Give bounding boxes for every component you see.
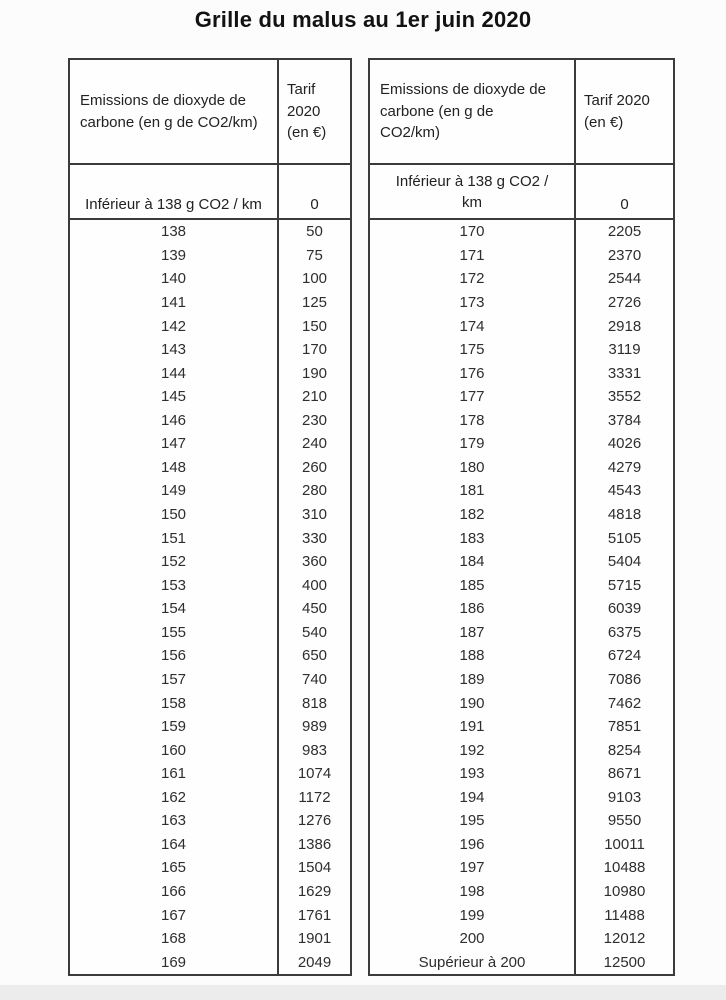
table-row [370,833,673,857]
table-header-row [370,60,673,165]
tarif-value: 50 [306,223,323,241]
tarif-value: 310 [301,506,328,524]
emission-value: 160 [70,738,279,762]
emission-value: 141 [70,291,279,315]
tarif-value: 2370 [607,246,642,264]
table-body [70,220,350,974]
tarif-value: 190 [301,364,328,382]
tarif-value: 5715 [607,576,642,594]
table-row [370,220,673,244]
tarif-value: 4818 [607,506,642,524]
tarif-value: 125 [301,293,328,311]
page-title: Grille du malus au 1er juin 2020 [194,7,532,32]
threshold-value: 0 [310,196,319,213]
emission-value: 149 [70,479,279,503]
table-row [370,644,673,668]
table-row [70,314,350,338]
emission-value: 170 [370,220,576,244]
table-row [70,691,350,715]
emission-value: 172 [370,267,576,291]
tarif-value: 1901 [297,930,332,948]
tarif-value: 3119 [608,341,641,359]
table-row [370,668,673,692]
tarif-value: 3331 [607,364,642,382]
table-row [370,550,673,574]
tarif-value: 10488 [603,859,646,877]
emission-value: 156 [70,644,279,668]
tarif-column-header: Tarif 2020 (en €) [584,91,650,131]
table-row [70,385,350,409]
table-row [70,244,350,268]
emission-value: 159 [70,715,279,739]
tarif-value: 330 [301,529,328,547]
table-row [70,644,350,668]
emission-value: 155 [70,621,279,645]
tarif-value: 360 [301,553,328,571]
threshold-label: Inférieur à 138 g CO2 / km [70,165,279,218]
emission-value: Supérieur à 200 [370,950,576,974]
tarif-value: 1629 [297,883,332,901]
tarif-value: 5404 [607,553,642,571]
emission-value: 193 [370,762,576,786]
tarif-value: 260 [301,458,328,476]
table-row [70,668,350,692]
emission-value: 163 [70,809,279,833]
emission-value: 173 [370,291,576,315]
table-row [370,291,673,315]
threshold-row [70,165,350,220]
emission-value: 152 [70,550,279,574]
emission-value: 153 [70,573,279,597]
emission-value: 138 [70,220,279,244]
table-row [370,503,673,527]
emission-value: 147 [70,432,279,456]
table-row [370,691,673,715]
table-row [370,338,673,362]
tarif-value: 1276 [297,812,332,830]
emission-value: 190 [370,691,576,715]
emission-value: 143 [70,338,279,362]
emission-value: 179 [370,432,576,456]
tarif-value: 1172 [298,788,331,806]
table-body [370,220,673,974]
table-row [370,621,673,645]
table-row [370,432,673,456]
table-row [70,880,350,904]
emission-value: 165 [70,856,279,880]
tarif-value: 989 [301,718,328,736]
tarif-value: 400 [301,576,328,594]
table-row [70,573,350,597]
emission-value: 186 [370,597,576,621]
table-row [70,550,350,574]
table-row [370,927,673,951]
table-row [370,597,673,621]
tarif-value: 1761 [297,906,332,924]
tarif-value: 10011 [604,835,645,853]
table-row [70,715,350,739]
table-row [70,927,350,951]
emission-value: 183 [370,526,576,550]
table-row [370,903,673,927]
table-row [370,809,673,833]
emission-value: 196 [370,833,576,857]
emission-value: 178 [370,409,576,433]
tarif-column-header: Tarif 2020 (en €) [287,80,327,142]
emission-value: 191 [370,715,576,739]
tarif-value: 818 [301,694,328,712]
emissions-column-header: Emissions de dioxyde de carbone (en g de CO2/km) [70,60,279,163]
table-row [370,715,673,739]
table-row [70,809,350,833]
emission-value: 154 [70,597,279,621]
tarif-value: 170 [301,341,328,359]
emission-value: 194 [370,786,576,810]
table-row [370,856,673,880]
tarif-value: 3552 [607,388,642,406]
threshold-value: 0 [620,196,629,213]
emission-value: 195 [370,809,576,833]
table-row [70,220,350,244]
table-row [370,762,673,786]
tarif-value: 740 [301,670,328,688]
table-row [370,526,673,550]
tarif-value: 7462 [607,694,642,712]
emission-value: 187 [370,621,576,645]
emission-value: 144 [70,361,279,385]
emission-value: 197 [370,856,576,880]
emission-value: 184 [370,550,576,574]
table-row [370,479,673,503]
tarif-value: 983 [301,741,328,759]
emission-value: 168 [70,927,279,951]
tarif-value: 5105 [607,529,642,547]
tarif-value: 210 [301,388,328,406]
table-row [70,950,350,974]
tarif-value: 12500 [603,953,646,971]
tarif-value: 450 [301,600,328,618]
emission-value: 148 [70,456,279,480]
emission-value: 199 [370,903,576,927]
tarif-value: 9103 [607,788,642,806]
tarif-value: 8254 [607,741,642,759]
emission-value: 157 [70,668,279,692]
table-row [70,267,350,291]
tarif-value: 4543 [607,482,642,500]
emission-value: 188 [370,644,576,668]
emission-value: 182 [370,503,576,527]
emission-value: 162 [70,786,279,810]
emission-value: 158 [70,691,279,715]
tarif-value: 280 [301,482,328,500]
emission-value: 150 [70,503,279,527]
table-row [70,479,350,503]
table-row [70,903,350,927]
table-row [370,950,673,974]
tarif-value: 4279 [607,458,642,476]
tarif-value: 8671 [607,765,642,783]
table-row [70,503,350,527]
threshold-label: Inférieur à 138 g CO2 / km [370,165,576,218]
emission-value: 140 [70,267,279,291]
table-row [70,291,350,315]
table-row [370,244,673,268]
bottom-strip [0,985,726,1000]
emission-value: 142 [70,314,279,338]
table-row [370,267,673,291]
tarif-value: 2726 [607,293,642,311]
table-row [70,738,350,762]
table-row [370,786,673,810]
table-row [70,786,350,810]
table-row [370,361,673,385]
tarif-value: 650 [301,647,328,665]
emission-value: 174 [370,314,576,338]
table-row [370,409,673,433]
emission-value: 146 [70,409,279,433]
tarif-value: 2205 [607,223,642,241]
tarif-value: 230 [301,411,328,429]
emission-value: 145 [70,385,279,409]
table-row [70,856,350,880]
emission-value: 151 [70,526,279,550]
tarif-value: 12012 [603,930,646,948]
tarif-value: 9550 [607,812,642,830]
emission-value: 139 [70,244,279,268]
tarif-value: 240 [301,435,328,453]
emission-value: 189 [370,668,576,692]
emission-value: 164 [70,833,279,857]
table-row [370,456,673,480]
table-row [70,409,350,433]
tarif-value: 2049 [297,953,332,971]
emission-value: 166 [70,880,279,904]
table-row [370,880,673,904]
tarif-value: 2544 [607,270,642,288]
tarif-value: 1504 [297,859,332,877]
tarif-value: 540 [301,623,328,641]
emission-value: 181 [370,479,576,503]
malus-table-right [368,58,675,976]
tarif-value: 6724 [607,647,642,665]
table-row [70,762,350,786]
table-row [70,361,350,385]
emission-value: 176 [370,361,576,385]
table-row [70,621,350,645]
emission-value: 169 [70,950,279,974]
table-row [370,738,673,762]
table-row [70,432,350,456]
emissions-column-header: Emissions de dioxyde de carbone (en g de CO2/km) [370,60,576,163]
tarif-value: 100 [301,270,328,288]
table-row [70,597,350,621]
tarif-value: 3784 [607,411,642,429]
threshold-row [370,165,673,220]
table-row [70,456,350,480]
tarif-value: 1074 [297,765,332,783]
tarif-value: 2918 [607,317,642,335]
emission-value: 171 [370,244,576,268]
tarif-value: 1386 [297,835,332,853]
emission-value: 185 [370,573,576,597]
tarif-value: 10980 [603,883,646,901]
malus-table-left [68,58,352,976]
tarif-value: 6039 [607,600,642,618]
emission-value: 192 [370,738,576,762]
emission-value: 200 [370,927,576,951]
table-row [70,526,350,550]
tarif-value: 4026 [607,435,642,453]
emission-value: 177 [370,385,576,409]
tarif-value: 6375 [607,623,642,641]
emission-value: 161 [70,762,279,786]
tarif-value: 150 [301,317,328,335]
emission-value: 198 [370,880,576,904]
table-row [370,314,673,338]
emission-value: 180 [370,456,576,480]
table-row [70,833,350,857]
table-row [370,385,673,409]
emission-value: 167 [70,903,279,927]
emission-value: 175 [370,338,576,362]
tarif-value: 11488 [604,906,645,924]
table-header-row [70,60,350,165]
table-row [370,573,673,597]
table-row [70,338,350,362]
tarif-value: 75 [306,246,323,264]
tarif-value: 7086 [607,670,642,688]
tarif-value: 7851 [607,718,642,736]
